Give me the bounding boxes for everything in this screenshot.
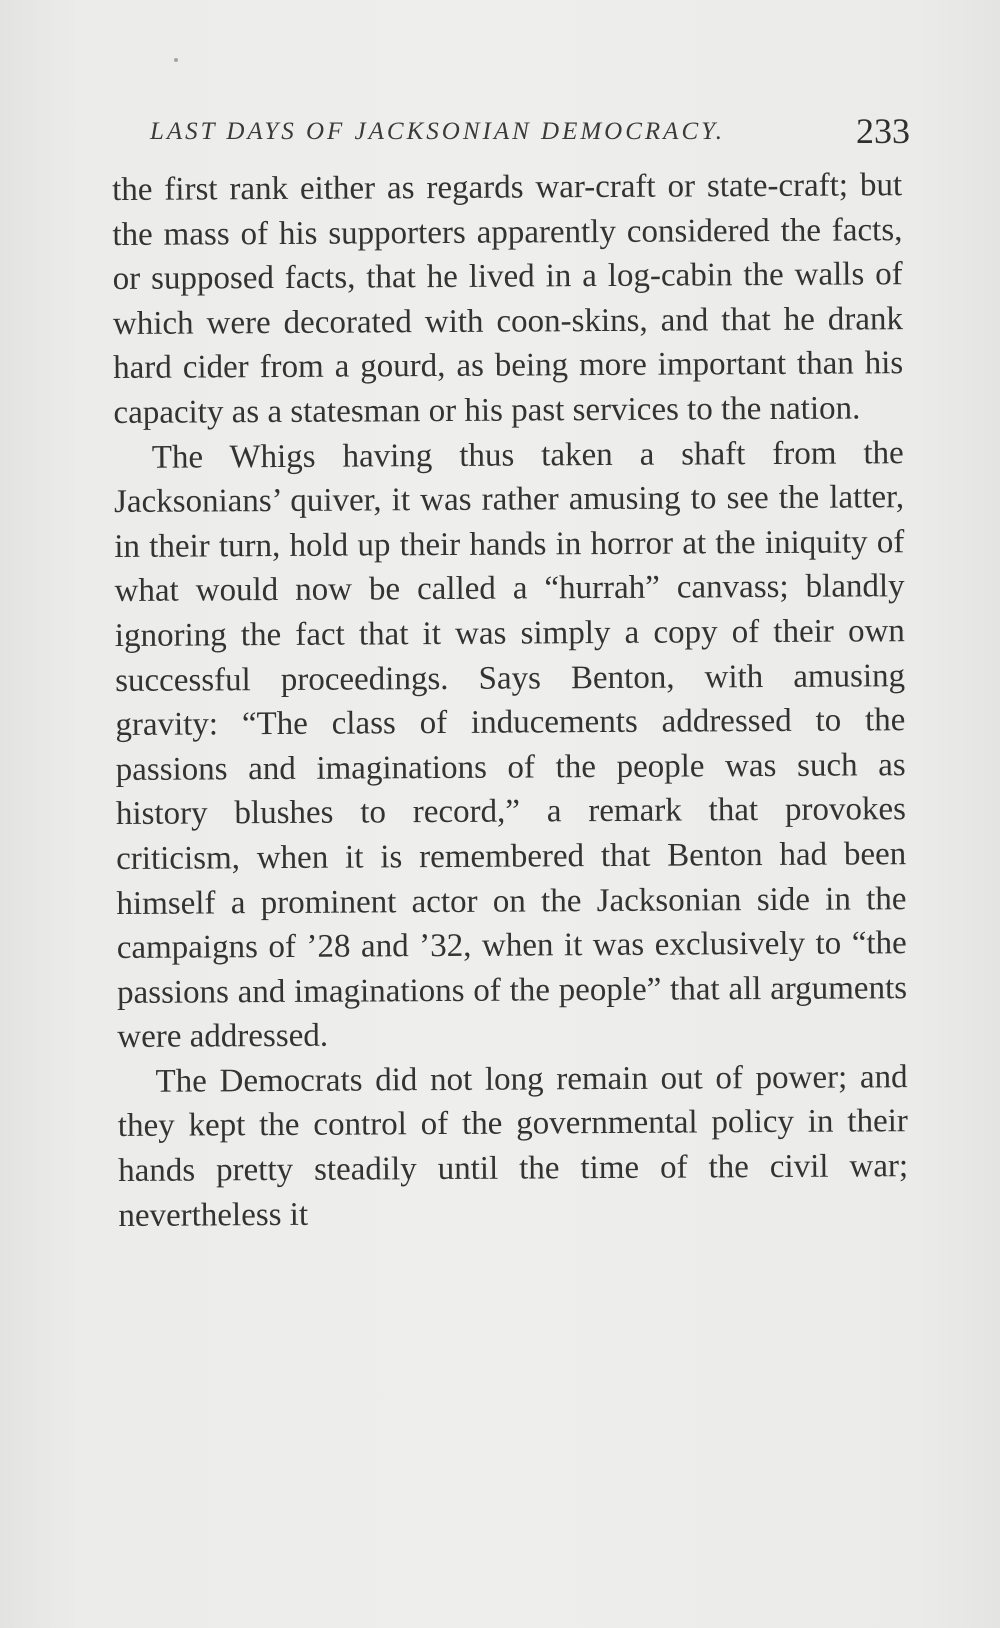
running-header [150, 110, 910, 160]
running-title: LAST DAYS OF JACKSONIAN DEMOCRACY. [150, 118, 725, 145]
paragraph-3: The Democrats did not long remain out of power; and they kept the control of the governmental policy in their hands pretty steadily until the time of the civil war; nevertheless it [117, 1059, 909, 1234]
body-text [112, 163, 909, 1238]
paper-speck [174, 58, 178, 62]
paragraph-2: The Whigs having thus taken a shaft from the Jacksonians’ quiver, it was rather amusing to see the latter, in their turn, hold up their hands in horror at the iniquity of what would now be called a “hurrah” canvass; blandly ignoring the fact that it was simply a copy of their own successful proceedings. Says Benton, with amusing gravity: “The class of inducements addressed to the passions and imaginations of the people was such as history blushes to record,” a remark that provokes criticism, when it is remembered that Benton had been himself a prominent actor on the Jacksonian side in the campaigns of ’28 and ’32, when it was exclusively to “the passions and imaginations of the people” that all arguments were addressed. [113, 434, 908, 1056]
paragraph-1: the first rank either as regards war-craft or state-craft; but the mass of his supporters apparently considered the facts, or supposed facts, that he lived in a log-cabin the walls of which were decorated with coon-skins, and that he drank hard cider from a gourd, as being more important than his capacity as a statesman or his past services to the nation. [112, 167, 904, 431]
page-number: 233 [856, 111, 910, 151]
